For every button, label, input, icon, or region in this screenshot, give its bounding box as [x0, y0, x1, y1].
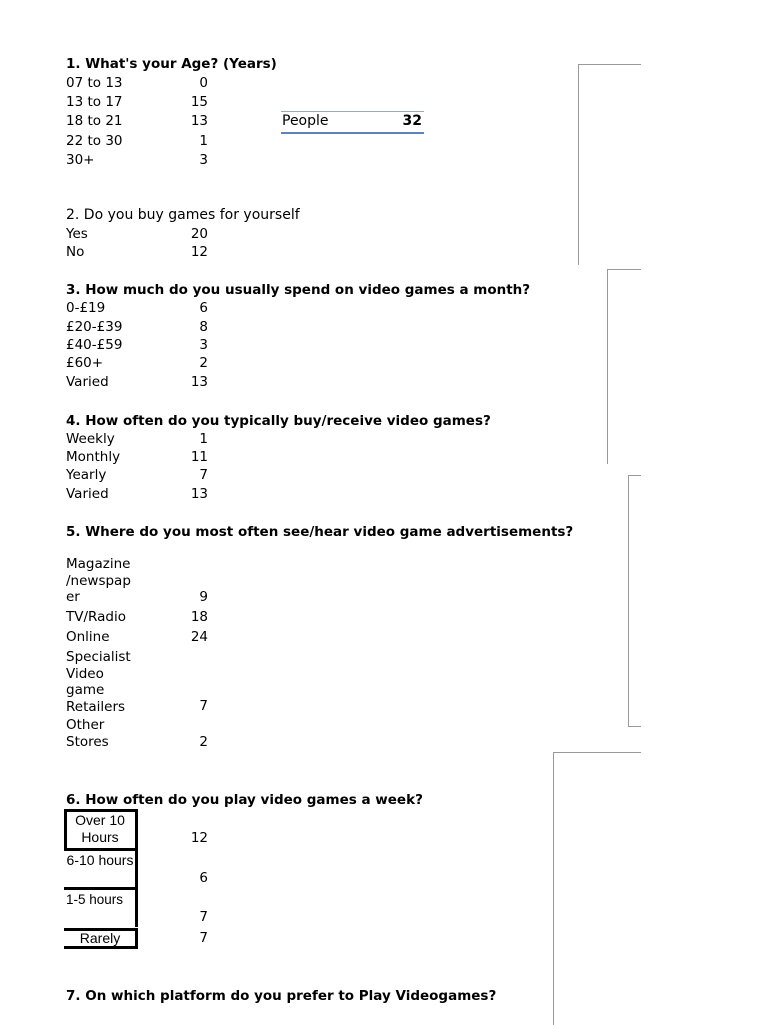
q5-row-value: 24	[190, 629, 208, 645]
q2-row-label: Yes	[66, 226, 88, 242]
q4-row-value: 1	[199, 431, 208, 447]
q5-row-label: Specialist Video game Retailers	[66, 649, 131, 715]
q2-row-value: 20	[190, 226, 208, 242]
people-value: 32	[402, 113, 422, 129]
q4-row-value: 7	[199, 467, 208, 483]
q3-row-value: 6	[199, 300, 208, 316]
q3-row-value: 13	[190, 374, 208, 390]
q5-row-value: 18	[190, 609, 208, 625]
chart-frame-2	[607, 269, 641, 464]
q4-row-value: 11	[190, 449, 208, 465]
chart-frame-4	[553, 752, 641, 1025]
q1-row-label: 22 to 30	[66, 133, 123, 149]
q3-row-label: 0-£19	[66, 300, 106, 316]
q5-row-label: Magazine /newspaper	[66, 556, 131, 605]
q7-title: 7. On which platform do you prefer to Play Videogames?	[66, 988, 497, 1004]
q1-row-value: 15	[190, 94, 208, 110]
q6-row-label: Rarely	[79, 930, 121, 946]
q1-row-value: 0	[199, 75, 208, 91]
q6-row-value: 7	[199, 909, 208, 925]
q3-row-label: £40-£59	[66, 337, 123, 353]
q6-row-value: 6	[199, 870, 208, 886]
q3-title: 3. How much do you usually spend on video games a month?	[66, 282, 531, 298]
q3-row-value: 8	[199, 319, 208, 335]
q4-row-value: 13	[190, 486, 208, 502]
q2-row-label: No	[66, 244, 85, 260]
q5-row-value: 7	[199, 698, 208, 714]
q1-row-label: 30+	[66, 152, 95, 168]
q5-row-label: Online	[66, 629, 110, 645]
q6-row-label: Over 10 Hours	[75, 812, 125, 845]
q4-row-label: Yearly	[66, 467, 107, 483]
q1-row-value: 13	[190, 113, 208, 129]
q1-row-value: 3	[199, 152, 208, 168]
q6-row-value: 12	[190, 830, 208, 846]
people-total-cell	[281, 111, 424, 134]
q5-row-value: 2	[199, 734, 208, 750]
q6-row-label: 1-5 hours	[66, 892, 124, 907]
q4-title: 4. How often do you typically buy/receive video games?	[66, 413, 491, 429]
q3-row-label: £60+	[66, 355, 104, 371]
q6-row-value: 7	[199, 930, 208, 946]
q1-title: 1. What's your Age? (Years)	[66, 56, 277, 72]
q6-row-label: 6-10 hours	[66, 852, 134, 868]
q5-row-label: Other Stores	[66, 717, 109, 750]
q1-row-label: 13 to 17	[66, 94, 123, 110]
q5-row-label: TV/Radio	[66, 609, 126, 625]
q2-row-value: 12	[190, 244, 208, 260]
chart-frame-1	[578, 64, 641, 265]
q5-title: 5. Where do you most often see/hear video game advertisements?	[66, 524, 574, 540]
q1-row-value: 1	[199, 133, 208, 149]
q4-row-label: Varied	[66, 486, 109, 502]
q4-row-label: Monthly	[66, 449, 121, 465]
q1-row-label: 07 to 13	[66, 75, 123, 91]
q1-row-label: 18 to 21	[66, 113, 123, 129]
q3-row-value: 3	[199, 337, 208, 353]
chart-frame-3	[628, 475, 641, 727]
q3-row-label: £20-£39	[66, 319, 123, 335]
people-label: People	[282, 113, 329, 129]
q4-row-label: Weekly	[66, 431, 115, 447]
q3-row-label: Varied	[66, 374, 109, 390]
q6-title: 6. How often do you play video games a week?	[66, 792, 423, 808]
q3-row-value: 2	[199, 355, 208, 371]
q2-title: 2. Do you buy games for yourself	[66, 207, 300, 223]
q5-row-value: 9	[199, 589, 208, 605]
